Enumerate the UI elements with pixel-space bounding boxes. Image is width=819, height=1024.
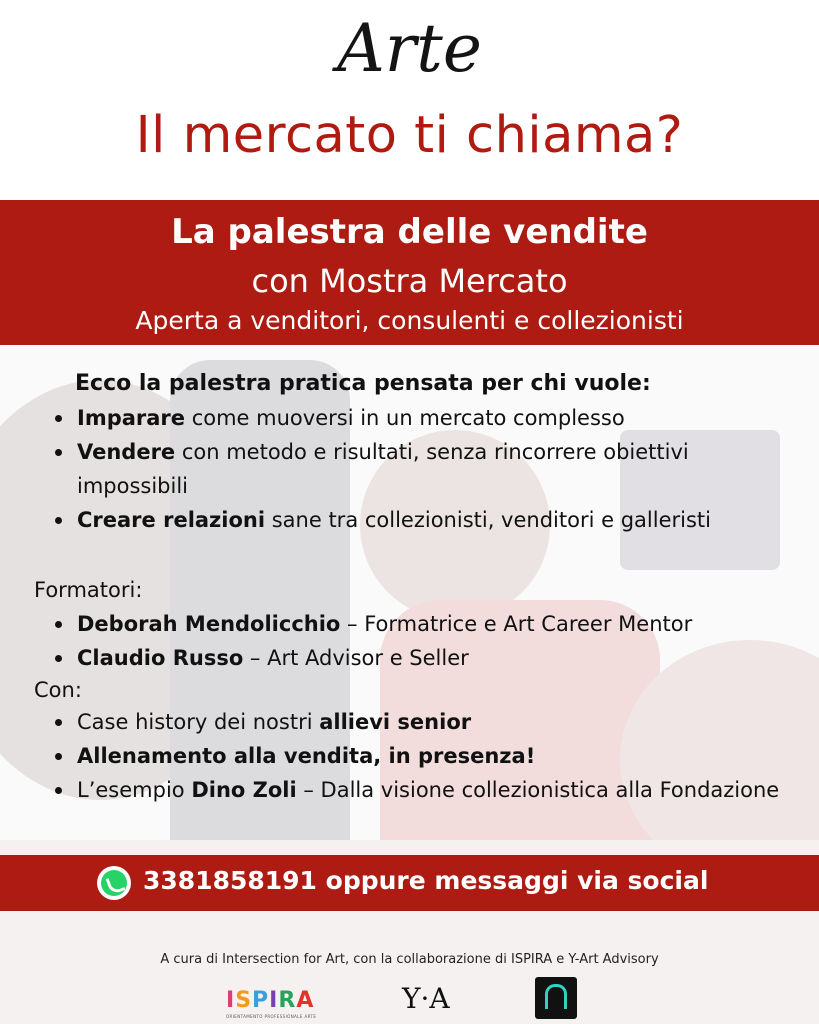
bullet — [55, 415, 62, 422]
list-item — [55, 739, 785, 773]
list-item — [55, 503, 785, 537]
main-title: Il mercato ti chiama? — [135, 106, 684, 165]
bullet — [55, 517, 62, 524]
banner — [0, 200, 819, 345]
item-highlight: Dino Zoli — [191, 778, 297, 802]
trainers-list — [55, 607, 785, 675]
trainer-name: Claudio Russo — [77, 646, 244, 670]
trainer-name: Deborah Mendolicchio — [77, 612, 341, 636]
bullet — [55, 787, 62, 794]
goal-keyword: Creare relazioni — [77, 508, 266, 532]
script-title: Arte — [337, 10, 482, 87]
item-highlight: Allenamento alla vendita, in presenza! — [77, 744, 536, 768]
list-item — [55, 773, 785, 807]
ispira-logo: ISPIRA ORIENTAMENTO PROFESSIONALE ARTE — [226, 988, 317, 1019]
list-item — [55, 705, 785, 739]
banner-subtitle: con Mostra Mercato — [251, 262, 568, 300]
bullet — [55, 655, 62, 662]
list-item — [55, 607, 785, 641]
goal-keyword: Vendere — [77, 440, 176, 464]
list-item — [55, 435, 785, 503]
with-list — [55, 705, 785, 807]
intersection-logo — [535, 977, 577, 1019]
bullet — [55, 719, 62, 726]
contact-banner — [0, 855, 819, 911]
with-label: Con: — [34, 678, 82, 702]
item-text: – Dalla visione collezionistica alla Fondazione — [296, 778, 780, 802]
bullet — [55, 449, 62, 456]
banner-audience: Aperta a venditori, consulenti e collezionisti — [135, 306, 684, 335]
bullet — [55, 753, 62, 760]
y-art-logo: Y·A — [402, 982, 450, 1015]
list-item — [55, 401, 785, 435]
item-text: L’esempio — [77, 778, 192, 802]
goal-text: come muoversi in un mercato complesso — [185, 406, 625, 430]
trainers-label: Formatori: — [34, 578, 143, 602]
intro-heading: Ecco la palestra pratica pensata per chi vuole: — [75, 371, 651, 396]
goal-text: con metodo e risultati, senza rincorrere obiettivi impossibili — [77, 440, 689, 498]
item-text: Case history dei nostri — [77, 710, 320, 734]
trainer-role: – Formatrice e Art Career Mentor — [340, 612, 693, 636]
item-highlight: allievi senior — [319, 710, 472, 734]
ispira-tagline: ORIENTAMENTO PROFESSIONALE ARTE — [226, 1014, 317, 1019]
whatsapp-icon[interactable] — [97, 866, 131, 900]
goals-list — [55, 401, 785, 537]
bullet — [55, 621, 62, 628]
goal-keyword: Imparare — [77, 406, 186, 430]
goal-text: sane tra collezionisti, venditori e galleristi — [265, 508, 711, 532]
contact-text[interactable]: 3381858191 oppure messaggi via social — [143, 866, 709, 895]
trainer-role: – Art Advisor e Seller — [243, 646, 469, 670]
banner-title: La palestra delle vendite — [171, 212, 648, 252]
credit-line: A cura di Intersection for Art, con la collaborazione di ISPIRA e Y-Art Advisory — [160, 952, 659, 967]
list-item — [55, 641, 785, 675]
